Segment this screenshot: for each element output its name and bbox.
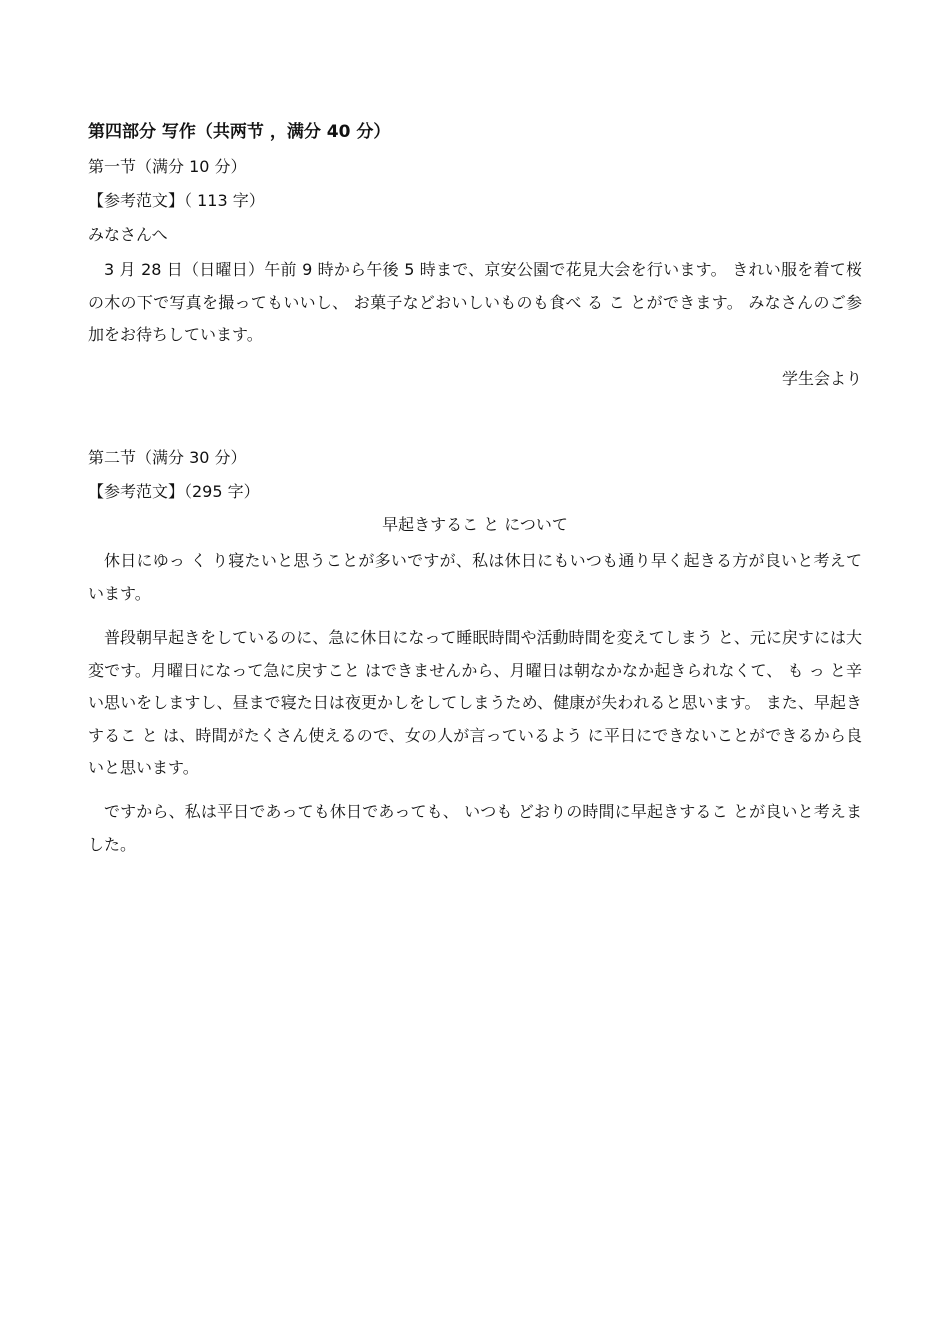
essay-paragraph-1: 休日にゆっ く り寝たいと思うことが多いですが、私は休日にもいつも通り早く起きる方が良いと考えています。	[88, 551, 862, 603]
essay-paragraph-3: ですから、私は平日であっても休日であっても、 いつも どおりの時間に早起きするこ とが良いと考えました。	[88, 802, 862, 854]
section-heading: 第四部分 写作（共两节 ，满分 40 分）	[88, 122, 391, 142]
signature: 学生会より	[781, 369, 862, 388]
notice-body: 3 月 28 日（日曜日）午前 9 時から午後 5 時まで、京安公園で花見大会を行います。 きれい服を着て桜の木の下で写真を撮ってもいいし、 お菓子などおいしいものも食べ る こ とができます。 みなさんのご参加をお待ちしています。	[88, 260, 862, 344]
greeting: みなさんへ	[88, 225, 168, 244]
part2-title: 第二节（满分 30 分）	[88, 448, 247, 467]
part2-reference-label: 【参考范文】（295 字）	[88, 482, 260, 501]
essay-title: 早起きするこ と について	[382, 515, 568, 534]
essay-paragraph-2: 普段朝早起きをしているのに、急に休日になって睡眠時間や活動時間を変えてしまう と、元に戻すには大変です。月曜日になって急に戻すこと はできませんから、月曜日は朝なかなか起きられなくて、 も っ と辛い思いをしますし、昼まで寝た日は夜更かしをしてしまうため、健康が失われると思います。 また、早起きするこ と は、時間がたくさん使えるので、女の人が言っているよう に平日にできないことができるから良いと思います。	[88, 628, 862, 777]
part1-title: 第一节（满分 10 分）	[88, 157, 247, 176]
part1-reference-label: 【参考范文】（ 113 字）	[88, 191, 265, 210]
